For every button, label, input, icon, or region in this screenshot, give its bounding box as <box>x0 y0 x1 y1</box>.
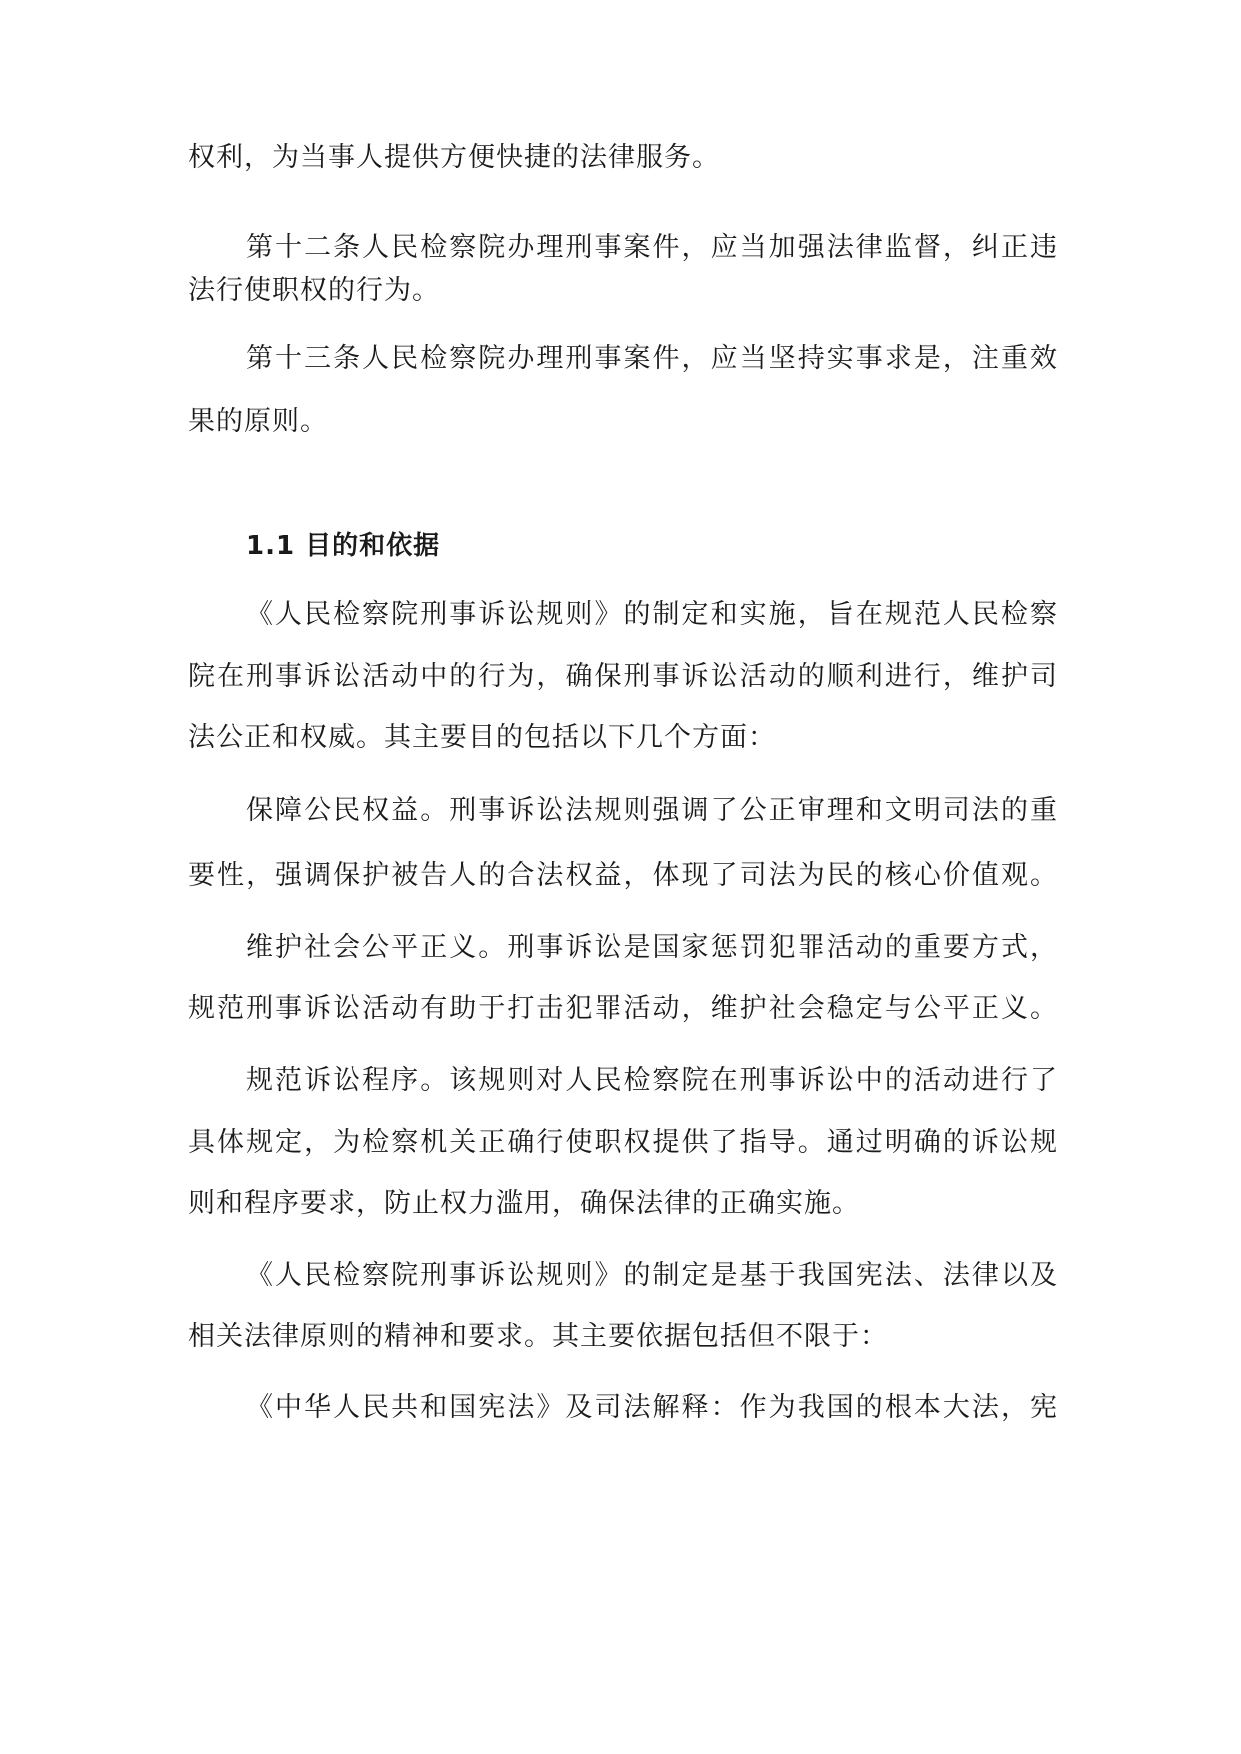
paragraph-line: 规范刑事诉讼活动有助于打击犯罪活动，维护社会稳定与公平正义。 <box>188 993 1058 1024</box>
paragraph-line: 法行使职权的行为。 <box>188 275 440 306</box>
section-heading: 1.1 目的和依据 <box>246 531 441 561</box>
paragraph-line: 则和程序要求，防止权力滥用，确保法律的正确实施。 <box>188 1188 860 1219</box>
paragraph-line: 法公正和权威。其主要目的包括以下几个方面： <box>188 722 776 753</box>
paragraph-line: 《人民检察院刑事诉讼规则》的制定和实施，旨在规范人民检察 <box>246 599 1058 630</box>
paragraph-line: 院在刑事诉讼活动中的行为，确保刑事诉讼活动的顺利进行，维护司 <box>188 661 1058 692</box>
paragraph-line: 具体规定，为检察机关正确行使职权提供了指导。通过明确的诉讼规 <box>188 1127 1058 1158</box>
paragraph-line: 权利，为当事人提供方便快捷的法律服务。 <box>188 142 720 173</box>
paragraph-line: 保障公民权益。刑事诉讼法规则强调了公正审理和文明司法的重 <box>246 795 1058 826</box>
paragraph-line: 《中华人民共和国宪法》及司法解释：作为我国的根本大法，宪 <box>246 1392 1058 1423</box>
paragraph-line: 第十三条人民检察院办理刑事案件，应当坚持实事求是，注重效 <box>246 343 1058 374</box>
paragraph-line: 果的原则。 <box>188 406 328 437</box>
paragraph-line: 《人民检察院刑事诉讼规则》的制定是基于我国宪法、法律以及 <box>246 1260 1058 1291</box>
paragraph-line: 相关法律原则的精神和要求。其主要依据包括但不限于： <box>188 1321 888 1352</box>
paragraph-line: 规范诉讼程序。该规则对人民检察院在刑事诉讼中的活动进行了 <box>246 1065 1058 1096</box>
paragraph-line: 要性，强调保护被告人的合法权益，体现了司法为民的核心价值观。 <box>188 860 1058 891</box>
paragraph-line: 维护社会公平正义。刑事诉讼是国家惩罚犯罪活动的重要方式， <box>246 932 1058 963</box>
paragraph-line: 第十二条人民检察院办理刑事案件，应当加强法律监督，纠正违 <box>246 232 1058 263</box>
